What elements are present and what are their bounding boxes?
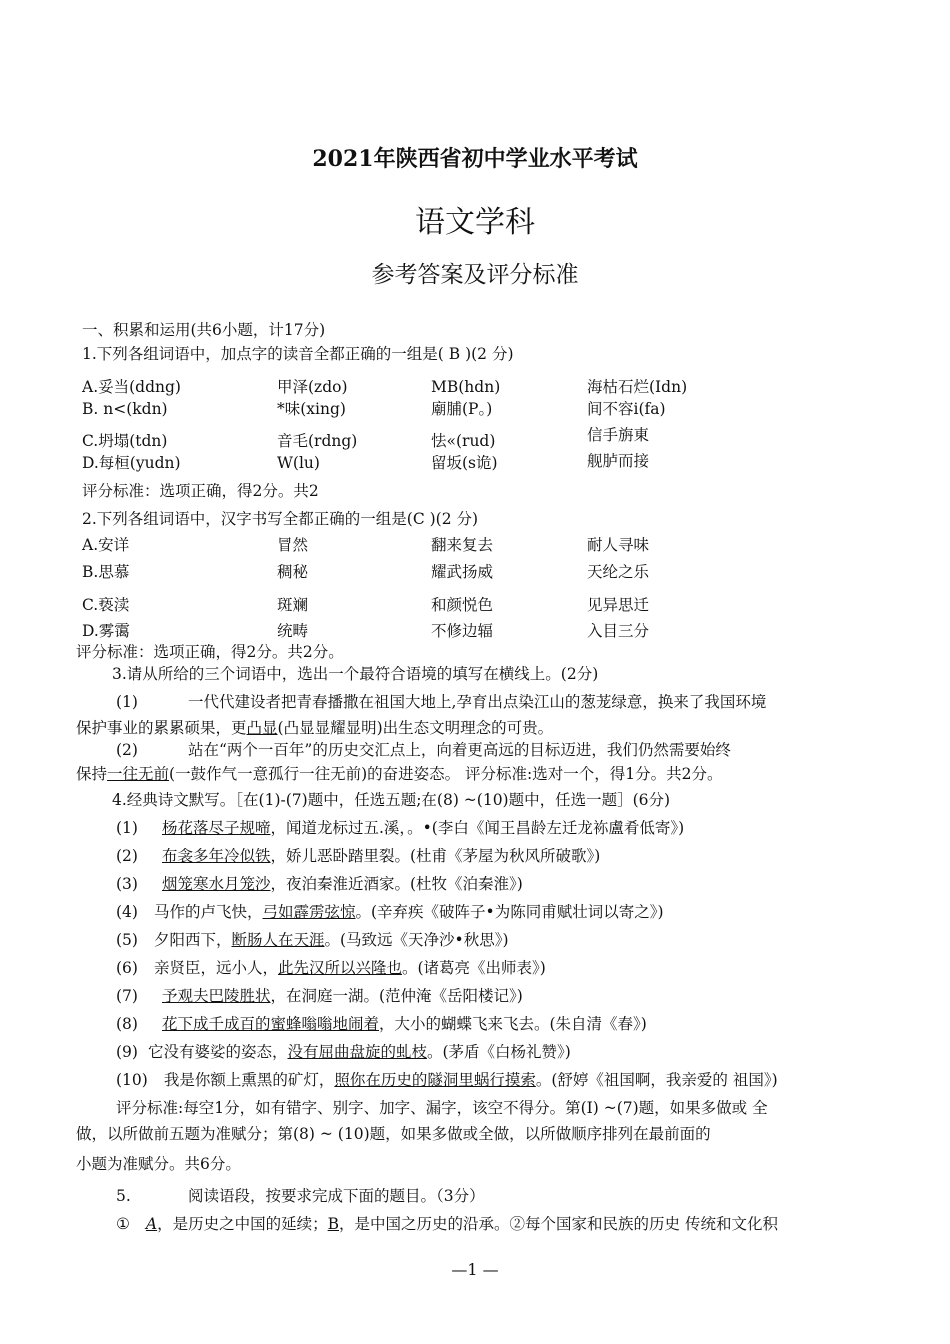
q3-item-2-answer: 一往无前	[107, 765, 170, 783]
q4-item-5: (5) 夕阳西下，断肠人在天涯。(马致远《天净沙•秋思》)	[116, 931, 509, 949]
q3-stem: 3.请从所给的三个词语中，选出一个最符合语境的填写在横线上。(2分)	[112, 665, 599, 683]
q1-option-c-1: C.坍塌(tdn)	[82, 432, 168, 450]
q2-option-c-2: 斑斓	[277, 596, 309, 614]
exam-title: 2021年陕西省初中学业水平考试	[312, 146, 638, 172]
q4-item-4: (4) 马作的卢飞快，弓如霹雳弦惊。(辛弃疾《破阵子•为陈同甫赋壮词以寄之》)	[116, 903, 664, 921]
q1-option-d-4: 舰胪而接	[587, 452, 650, 470]
q5-blank-a: A	[145, 1215, 158, 1233]
q2-option-b-3: 耀武扬威	[431, 563, 494, 581]
q4-item-6: (6) 亲贤臣，远小人，此先汉所以兴隆也。(诸葛亮《出师表》)	[116, 959, 546, 977]
q1-option-b-4: 间不容i(fa)	[587, 400, 666, 418]
q4-scoring-line-1: 评分标准:每空1分，如有错字、别字、加字、漏字，该空不得分。第(I) ~(7)题，如果多做或 全	[116, 1099, 768, 1117]
q4-stem: 4.经典诗文默写。［在(1)-(7)题中，任选五题;在(8) ~(10)题中，任选一题］(6分)	[112, 791, 671, 809]
q4-item-3: (3) 烟笼寒水月笼沙，夜泊秦淮近酒家。(杜牧《泊秦淮》)	[116, 875, 523, 893]
q2-option-c-1: C.亵渎	[82, 596, 130, 614]
q4-item-2: (2) 布衾多年冷似铁，娇儿恶卧踏里裂。(杜甫《茅屋为秋风所破歌》)	[116, 847, 601, 865]
q4-scoring-line-2: 做，以所做前五题为准赋分；第(8) ~ (10)题，如果多做或全做，以所做顺序排列在最前面的	[76, 1125, 711, 1143]
q1-option-b-1: B. n<(kdn)	[82, 400, 168, 418]
answer-key-title: 参考答案及评分标准	[371, 262, 579, 288]
q2-stem: 2.下列各组词语中，汉字书写全都正确的一组是(C )(2 分)	[82, 510, 479, 528]
q3-item-1-text: 一代代建设者把青春播撒在祖国大地上,孕育出点染江山的葱茏绿意，换来了我国环境	[188, 693, 767, 711]
q2-option-a-1: A.安详	[82, 536, 130, 554]
q5-passage-line: ① A，是历史之中国的延续；B，是中国之历史的沿承。②每个国家和民族的历史 传统和文化积	[116, 1215, 778, 1233]
q5-stem: 阅读语段，按要求完成下面的题目。（3分）	[188, 1187, 485, 1205]
q4-item-10: (10) 我是你额上熏黑的矿灯，照你在历史的隧洞里蜗行摸索。(舒婷《祖国啊，我亲爱的 祖国》)	[116, 1071, 778, 1089]
q2-option-a-3: 翻来复去	[431, 536, 494, 554]
q1-option-d-2: W(lu)	[277, 454, 320, 472]
q2-option-c-4: 见异思迁	[587, 596, 650, 614]
q3-item-2-line2: 保持一往无前(一鼓作气一意孤行一往无前)的奋进姿态。 评分标准:选对一个，得1分。共2分。	[76, 765, 723, 783]
page-number: —1 —	[451, 1260, 499, 1279]
q1-option-d-3: 留坂(s诡)	[431, 454, 498, 472]
q3-item-1-line2: 保护事业的累累硕果，更凸显(凸显显耀显明)出生态文明理念的可贵。	[76, 719, 554, 737]
q2-option-c-3: 和颜悦色	[431, 596, 494, 614]
q3-item-2-number: (2)	[116, 741, 138, 759]
q2-option-d-3: 不修边辐	[431, 622, 494, 640]
q2-option-b-4: 天纶之乐	[587, 563, 650, 581]
q1-option-a-4: 海枯石烂(Idn)	[587, 378, 688, 396]
q2-option-d-4: 入目三分	[587, 622, 650, 640]
q1-option-c-3: 怯«(rud)	[431, 432, 496, 450]
q1-option-c-4: 信手旃東	[587, 426, 650, 444]
q2-scoring: 评分标准：选项正确，得2分。共2分。	[76, 643, 344, 661]
q5-number: 5.	[116, 1187, 131, 1205]
q1-option-b-3: 廟脯(P。)	[431, 400, 493, 418]
q5-blank-b: B	[327, 1215, 340, 1233]
q2-option-d-1: D.雾霭	[82, 622, 130, 640]
q2-option-b-2: 稠秘	[277, 563, 309, 581]
q1-stem: 1.下列各组词语中，加点字的读音全都正确的一组是( B )(2 分)	[82, 345, 514, 363]
q3-item-1-answer: 凸显	[246, 719, 278, 737]
q4-item-7: (7) 予观夫巴陵胜状，在洞庭一湖。(范仲淹《岳阳楼记》)	[116, 987, 523, 1005]
q2-option-a-4: 耐人寻味	[587, 536, 650, 554]
q1-option-a-1: A.妥当(ddng)	[82, 378, 181, 396]
q1-scoring: 评分标准：选项正确，得2分。共2	[82, 482, 319, 500]
subject-title: 语文学科	[415, 205, 535, 240]
q1-option-a-3: MB(hdn)	[431, 378, 501, 396]
q4-item-9: (9) 它没有婆娑的姿态，没有屈曲盘旋的虬枝。(茅盾《白杨礼赞》)	[116, 1043, 571, 1061]
q1-option-d-1: D.每桓(yudn)	[82, 454, 181, 472]
q2-option-b-1: B.思慕	[82, 563, 130, 581]
q1-option-b-2: *味(xing)	[277, 400, 346, 418]
section-heading: 一、积累和运用(共6小题，计17分)	[82, 321, 326, 339]
q4-item-1: (1) 杨花落尽子规啼，闻道龙标过五.溪，。•(李白《闻王昌龄左迁龙袮盧肴低寄》)	[116, 819, 685, 837]
q1-option-a-2: 甲泽(zdo)	[277, 378, 348, 396]
q4-scoring-line-3: 小题为准赋分。共6分。	[76, 1155, 241, 1173]
q3-item-1-number: (1)	[116, 693, 138, 711]
q1-option-c-2: 音毛(rdng)	[277, 432, 358, 450]
q4-item-8: (8) 花下成千成百的蜜蜂嗡嗡地闹着，大小的蝴蝶飞来飞去。(朱自清《春》)	[116, 1015, 647, 1033]
q2-option-a-2: 冒然	[277, 536, 309, 554]
q2-option-d-2: 统畴	[277, 622, 309, 640]
q3-item-2-text: 站在“两个一百年”的历史交汇点上，向着更高远的目标迈进，我们仍然需要始终	[188, 741, 731, 759]
